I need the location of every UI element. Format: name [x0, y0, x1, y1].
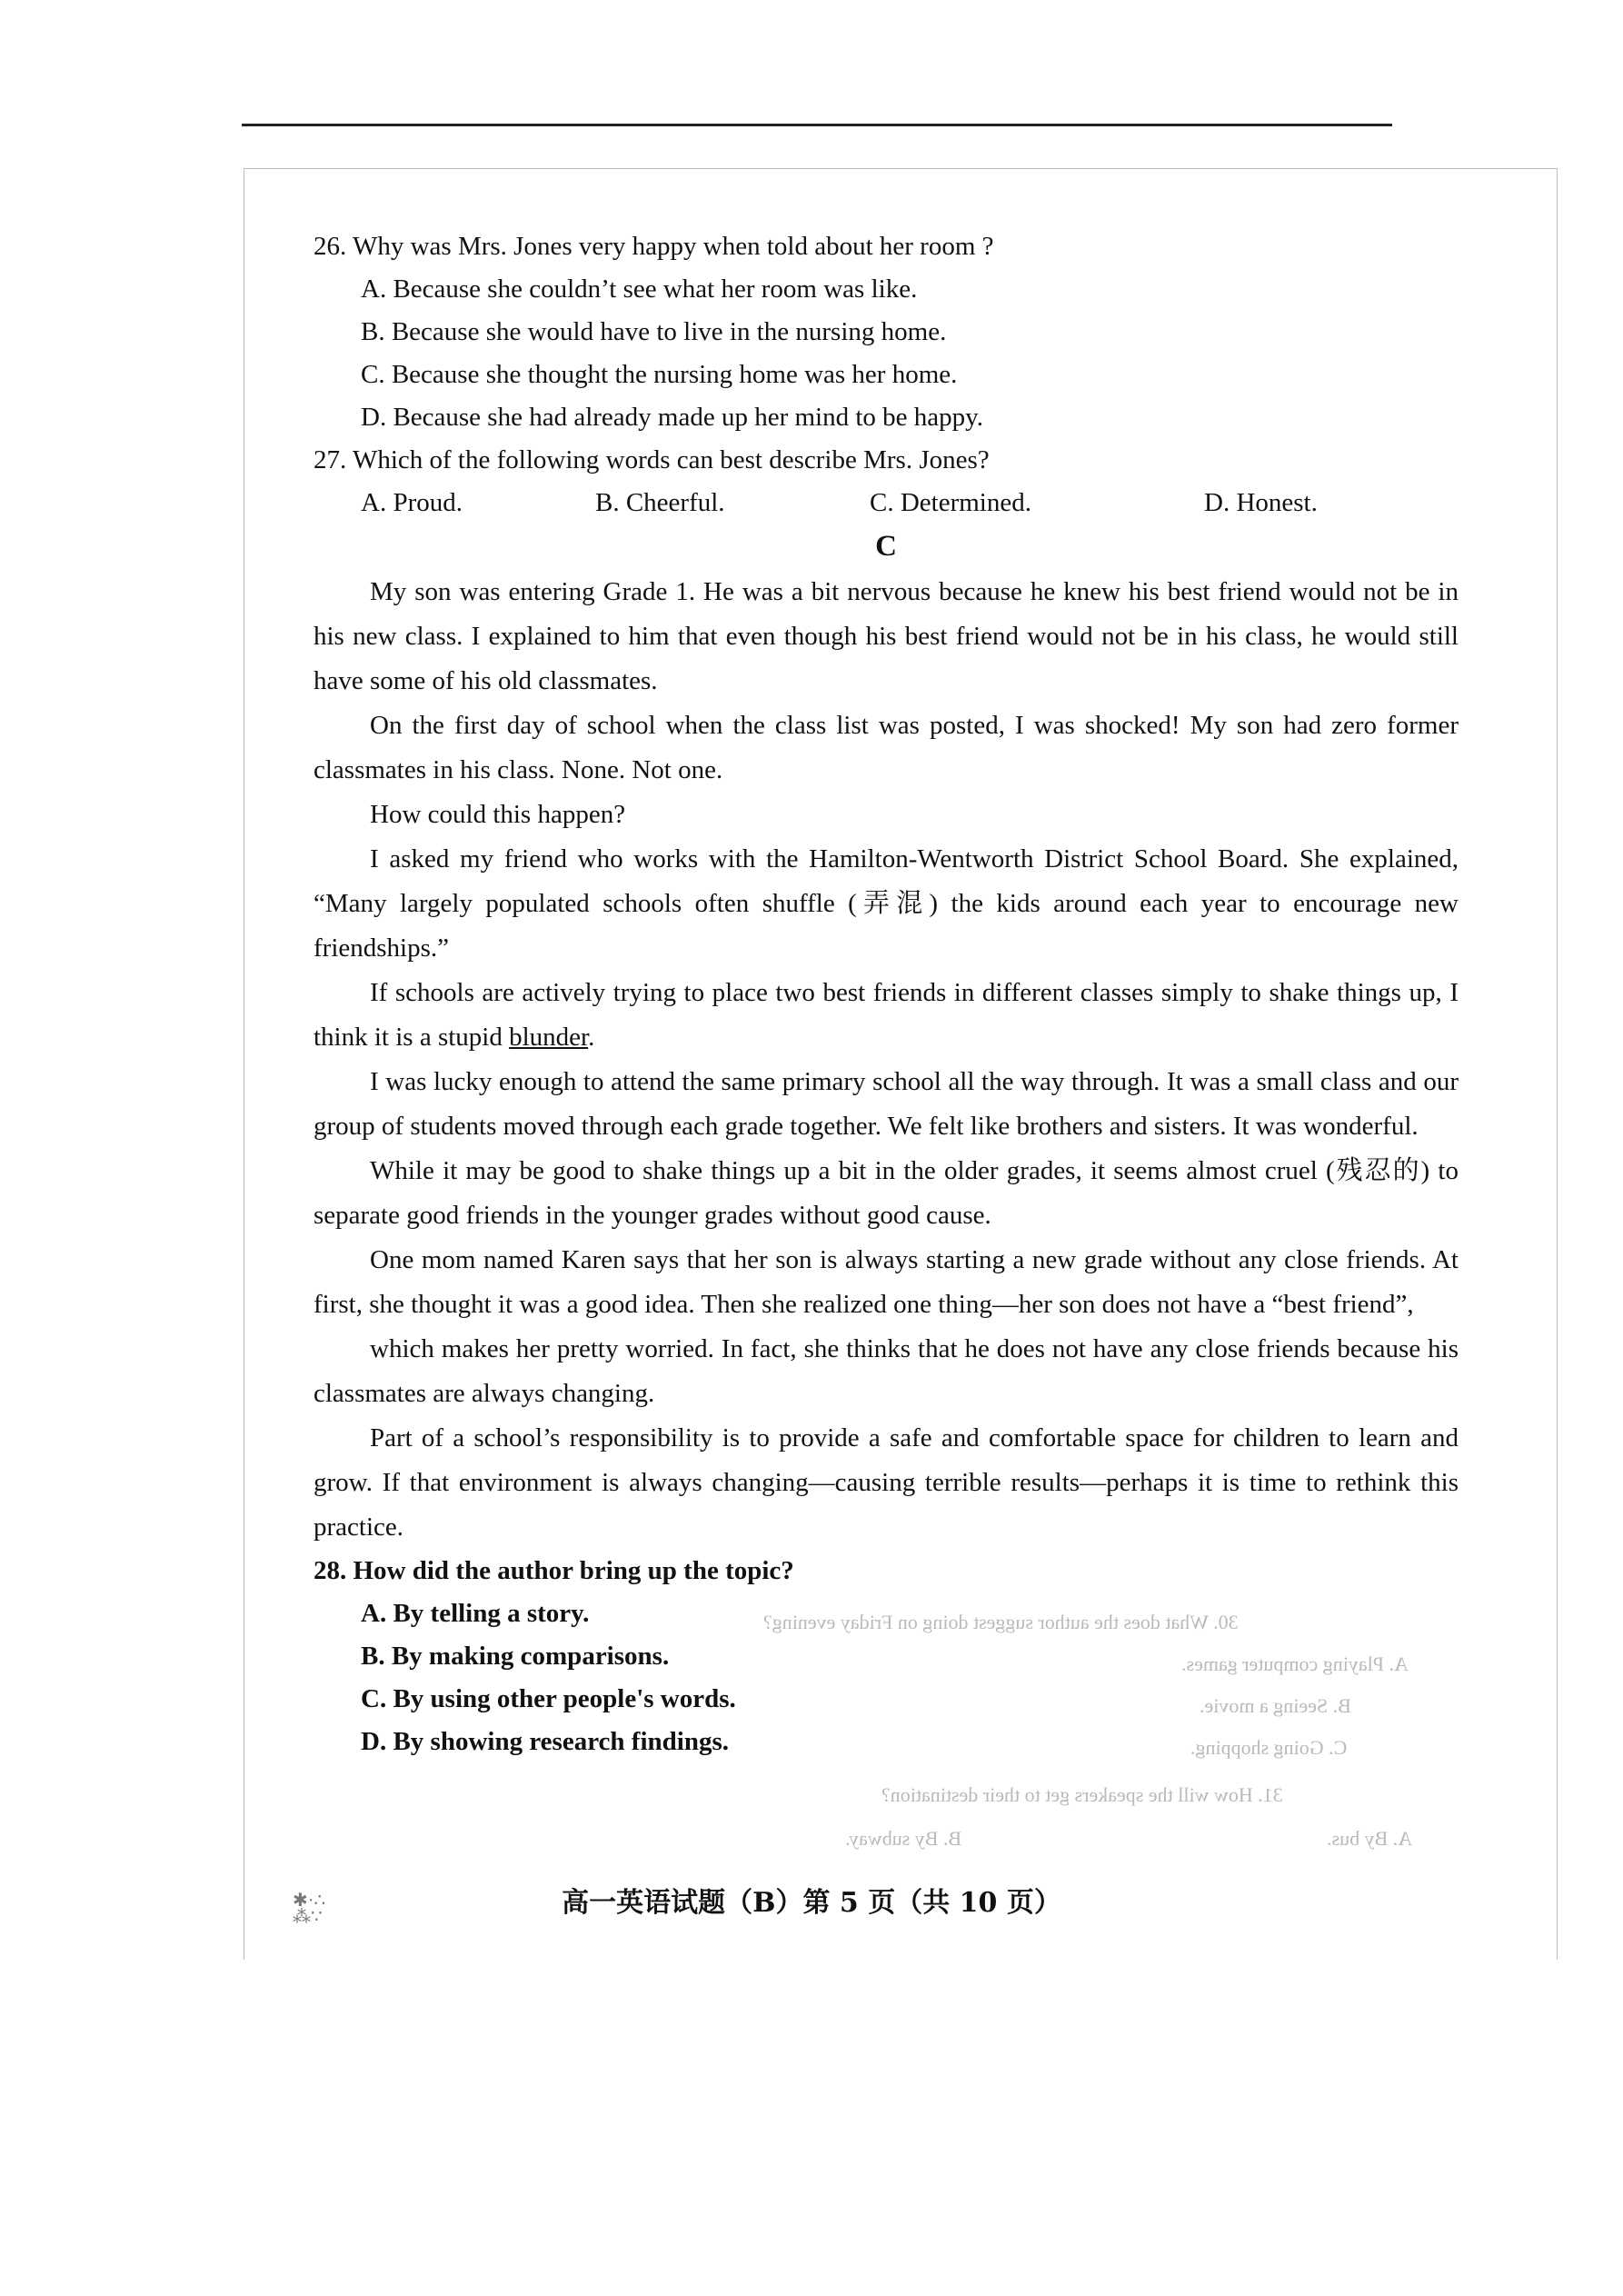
top-rule: [242, 124, 1392, 126]
passage-paragraph: which makes her pretty worried. In fact, she thinks that he does not have any close friends because his classmates are always changing.: [314, 1334, 1459, 1408]
passage-paragraph: My son was entering Grade 1. He was a bit nervous because he knew his best friend would not be in his new class. I explained to him that even though his best friend would not be in his class, he would still have some of his old classmates.: [314, 577, 1459, 695]
question-27-options: [314, 482, 1459, 525]
bleed-through-text: A. Playing computer games.: [1181, 1652, 1409, 1675]
question-26-option-c: C. Because she thought the nursing home was her home.: [361, 360, 958, 389]
question-27-option-b: B. Cheerful.: [595, 488, 725, 517]
question-28-option-b: B. By making comparisons.: [361, 1642, 670, 1671]
question-27-option-d: D. Honest.: [1204, 488, 1318, 517]
bleed-through-text: A. By bus.: [1327, 1827, 1413, 1850]
passage-text: .: [588, 1023, 595, 1052]
question-27-option-a: A. Proud.: [361, 488, 463, 517]
section-heading-c: C: [875, 530, 897, 563]
passage-paragraph: Part of a school’s responsibility is to provide a safe and comfortable space for children to learn and grow. If that environment is always changing—causing terrible results—perhaps it is time to rethink this practice.: [314, 1423, 1459, 1542]
question-28-option-a: A. By telling a story.: [361, 1599, 590, 1628]
passage-paragraph: While it may be good to shake things up a bit in the older grades, it seems almost cruel (残忍的) to separate good friends in the younger grades without good cause.: [314, 1156, 1459, 1230]
question-26-stem: 26. Why was Mrs. Jones very happy when told about her room ?: [314, 232, 994, 261]
question-26-option-a: A. Because she couldn’t see what her room was like.: [361, 275, 918, 304]
bleed-through-text: C. Going shopping.: [1190, 1736, 1348, 1759]
question-28-option-d: D. By showing research findings.: [361, 1727, 729, 1756]
question-26-option-d: D. Because she had already made up her mind to be happy.: [361, 403, 984, 432]
passage-paragraph: I was lucky enough to attend the same primary school all the way through. It was a small class and our group of students moved through each grade together. We felt like brothers and sisters. It was wonderful.: [314, 1067, 1459, 1141]
page-content: [314, 225, 1459, 1763]
passage-text: If schools are actively trying to place two best friends in different classes simply to shake things up, I think it is a stupid: [314, 978, 1459, 1052]
passage-paragraph-blunder: [314, 971, 1459, 1060]
underlined-word: blunder: [509, 1023, 589, 1052]
question-27-option-c: C. Determined.: [870, 488, 1031, 517]
question-27-stem: 27. Which of the following words can best describe Mrs. Jones?: [314, 445, 990, 474]
corner-stamp-mark: ✱·∴ ⁂∵: [293, 1891, 326, 1927]
bleed-through-text: 30. What does the author suggest doing on Friday evening?: [763, 1611, 1239, 1633]
page-footer: 高一英语试题（B）第 5 页（共 10 页）: [562, 1887, 1061, 1919]
bleed-through-text: B. By subway.: [845, 1827, 962, 1850]
question-28-stem: 28. How did the author bring up the topic?: [314, 1556, 794, 1585]
question-26-option-b: B. Because she would have to live in the nursing home.: [361, 317, 947, 346]
bleed-through-text: B. Seeing a movie.: [1200, 1694, 1351, 1717]
passage-paragraph: One mom named Karen says that her son is always starting a new grade without any close friends. At first, she thought it was a good idea. Then she realized one thing—her son does not have a “best friend”,: [314, 1245, 1459, 1319]
bleed-through-text: 31. How will the speakers get to their destination?: [881, 1783, 1283, 1806]
passage-paragraph: How could this happen?: [370, 800, 626, 829]
passage-paragraph: I asked my friend who works with the Hamilton-Wentworth District School Board. She explained, “Many largely populated schools often shuffle (弄混) the kids around each year to encourage new friendships.”: [314, 844, 1459, 963]
passage-paragraph: On the first day of school when the class list was posted, I was shocked! My son had zero former classmates in his class. None. Not one.: [314, 711, 1459, 784]
question-28-option-c: C. By using other people's words.: [361, 1684, 736, 1713]
